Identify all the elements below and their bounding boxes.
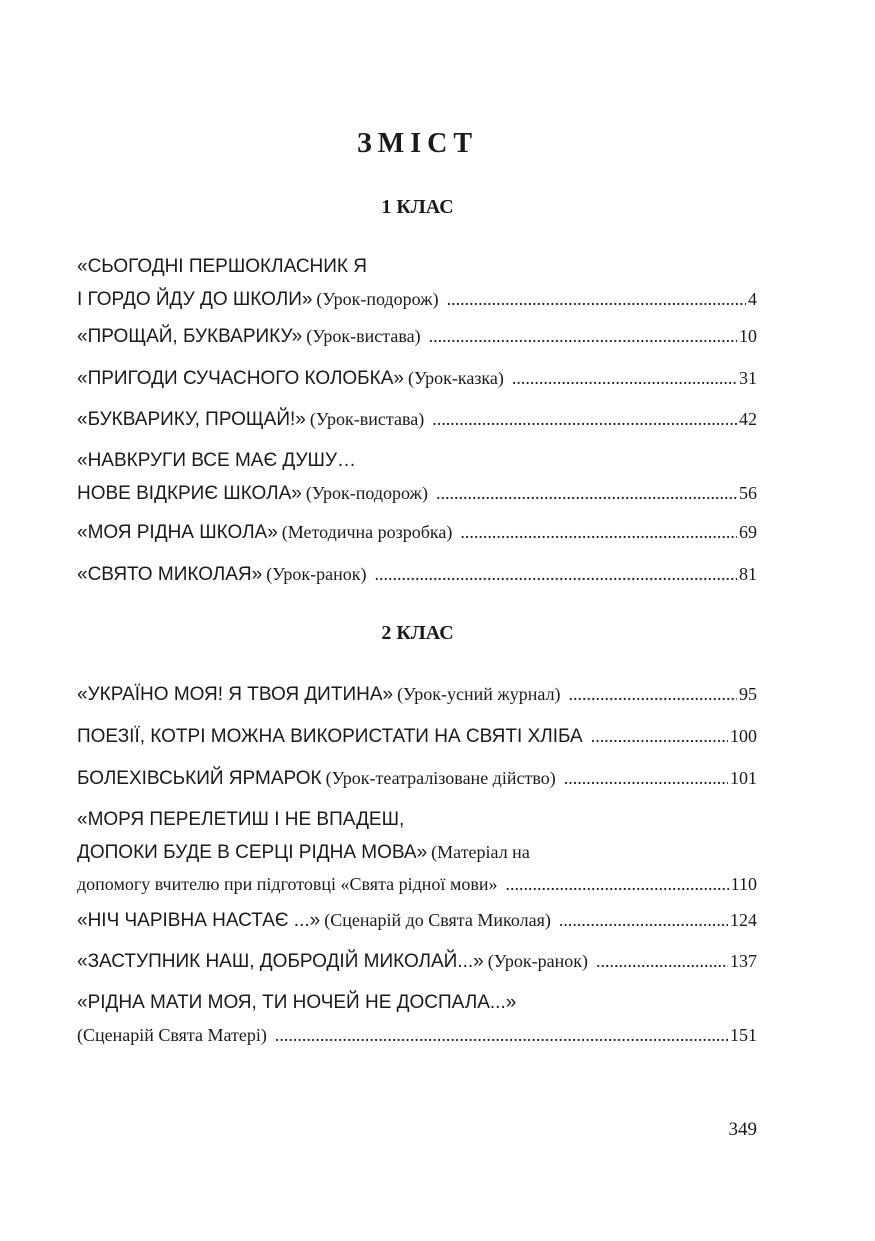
toc-entry[interactable] — [77, 678, 757, 710]
toc-entry[interactable] — [77, 558, 757, 590]
entry-subtitle-continued: (Сценарій Свята Матері) — [77, 1025, 267, 1045]
page-number-footer: 349 — [728, 1119, 757, 1140]
entry-title-line: ПОЕЗІЇ, КОТРІ МОЖНА ВИКОРИСТАТИ НА СВЯТІ ХЛІБА — [77, 726, 583, 747]
entry-subtitle: (Урок-ранок) — [487, 951, 588, 971]
section-heading-2: 2 КЛАС — [381, 622, 454, 644]
entry-page-number: 42 — [739, 409, 757, 429]
entry-page-number: 56 — [739, 483, 757, 503]
entry-subtitle-continued: допомогу вчителю при підготовці «Свята рідної мови» — [77, 874, 498, 894]
entry-subtitle: (Урок-подорож) — [305, 483, 428, 503]
entry-subtitle: (Матеріал на — [431, 842, 530, 862]
entry-title-line: «БУКВАРИКУ, ПРОЩАЙ!» — [77, 409, 306, 430]
entry-subtitle: (Урок-усний журнал) — [397, 684, 561, 704]
dot-leader — [447, 283, 746, 315]
entry-page-number: 101 — [730, 768, 757, 788]
toc-entry[interactable] — [77, 987, 757, 1051]
dot-leader — [374, 558, 737, 590]
dot-leader — [569, 678, 737, 710]
dot-leader — [436, 477, 737, 509]
toc-entry[interactable] — [77, 362, 757, 394]
toc-entry[interactable] — [77, 445, 757, 509]
entry-page-number: 81 — [739, 564, 757, 584]
entry-page-number: 31 — [739, 368, 757, 388]
toc-entry[interactable] — [77, 320, 757, 352]
entry-title-line: «ПРИГОДИ СУЧАСНОГО КОЛОБКА» — [77, 368, 404, 389]
entry-page-number: 4 — [748, 289, 757, 309]
toc-entry[interactable] — [77, 904, 757, 936]
toc-entry[interactable] — [77, 251, 757, 315]
entry-page-number: 151 — [730, 1025, 757, 1045]
entry-title-line: «ЗАСТУПНИК НАШ, ДОБРОДІЙ МИКОЛАЙ...» — [77, 951, 484, 972]
entry-subtitle: (Урок-вистава) — [306, 326, 421, 346]
dot-leader — [591, 720, 728, 752]
entry-page-number: 137 — [730, 951, 757, 971]
dot-leader — [564, 762, 728, 794]
entry-title-line: «СЬОГОДНІ ПЕРШОКЛАСНИК Я — [77, 256, 368, 277]
entry-page-number: 10 — [739, 326, 757, 346]
toc-entry[interactable] — [77, 762, 757, 794]
dot-leader — [275, 1019, 728, 1051]
entry-title-line: БОЛЕХІВСЬКИЙ ЯРМАРОК — [77, 768, 322, 789]
entry-subtitle: (Урок-театралізоване дійство) — [325, 768, 556, 788]
entry-title-line: «ПРОЩАЙ, БУКВАРИКУ» — [77, 326, 303, 347]
entry-title-line: ДОПОКИ БУДЕ В СЕРЦІ РІДНА МОВА» — [77, 842, 428, 863]
entry-page-number: 95 — [739, 684, 757, 704]
dot-leader — [559, 904, 728, 936]
entry-title-line: «НАВКРУГИ ВСЕ МАЄ ДУШУ… — [77, 450, 357, 471]
entry-title-line: «МОЯ РІДНА ШКОЛА» — [77, 522, 278, 543]
entry-subtitle: (Урок-ранок) — [266, 564, 367, 584]
entry-subtitle: (Урок-вистава) — [309, 409, 425, 429]
dot-leader — [505, 868, 728, 900]
dot-leader — [432, 403, 737, 435]
section-heading-1: 1 КЛАС — [381, 196, 454, 218]
entry-title-line: І ГОРДО ЙДУ ДО ШКОЛИ» — [77, 289, 313, 310]
entry-title-line: «МОРЯ ПЕРЕЛЕТИШ І НЕ ВПАДЕШ, — [77, 809, 405, 830]
dot-leader — [512, 362, 737, 394]
dot-leader — [429, 320, 737, 352]
entry-subtitle: (Урок-казка) — [407, 368, 504, 388]
dot-leader — [596, 945, 728, 977]
entry-title-line: «РІДНА МАТИ МОЯ, ТИ НОЧЕЙ НЕ ДОСПАЛА...» — [77, 992, 517, 1013]
entry-page-number: 69 — [739, 522, 757, 542]
entry-title-line: НОВЕ ВІДКРИЄ ШКОЛА» — [77, 483, 302, 504]
page-title: ЗМІСТ — [357, 128, 478, 159]
entry-title-line: «НІЧ ЧАРІВНА НАСТАЄ ...» — [77, 910, 321, 931]
entry-title-line: «СВЯТО МИКОЛАЯ» — [77, 564, 263, 585]
toc-entry[interactable] — [77, 720, 757, 752]
entry-page-number: 110 — [730, 874, 757, 894]
entry-title-line: «УКРАЇНО МОЯ! Я ТВОЯ ДИТИНА» — [77, 684, 394, 705]
entry-page-number: 124 — [730, 910, 757, 930]
entry-subtitle: (Урок-подорож) — [316, 289, 439, 309]
dot-leader — [460, 516, 737, 548]
toc-entry[interactable] — [77, 945, 757, 977]
entry-subtitle: (Методична розробка) — [281, 522, 453, 542]
toc-entry[interactable] — [77, 804, 757, 900]
entry-subtitle: (Сценарій до Свята Миколая) — [324, 910, 551, 930]
toc-entry[interactable] — [77, 516, 757, 548]
toc-entry[interactable] — [77, 403, 757, 435]
entry-page-number: 100 — [730, 726, 757, 746]
